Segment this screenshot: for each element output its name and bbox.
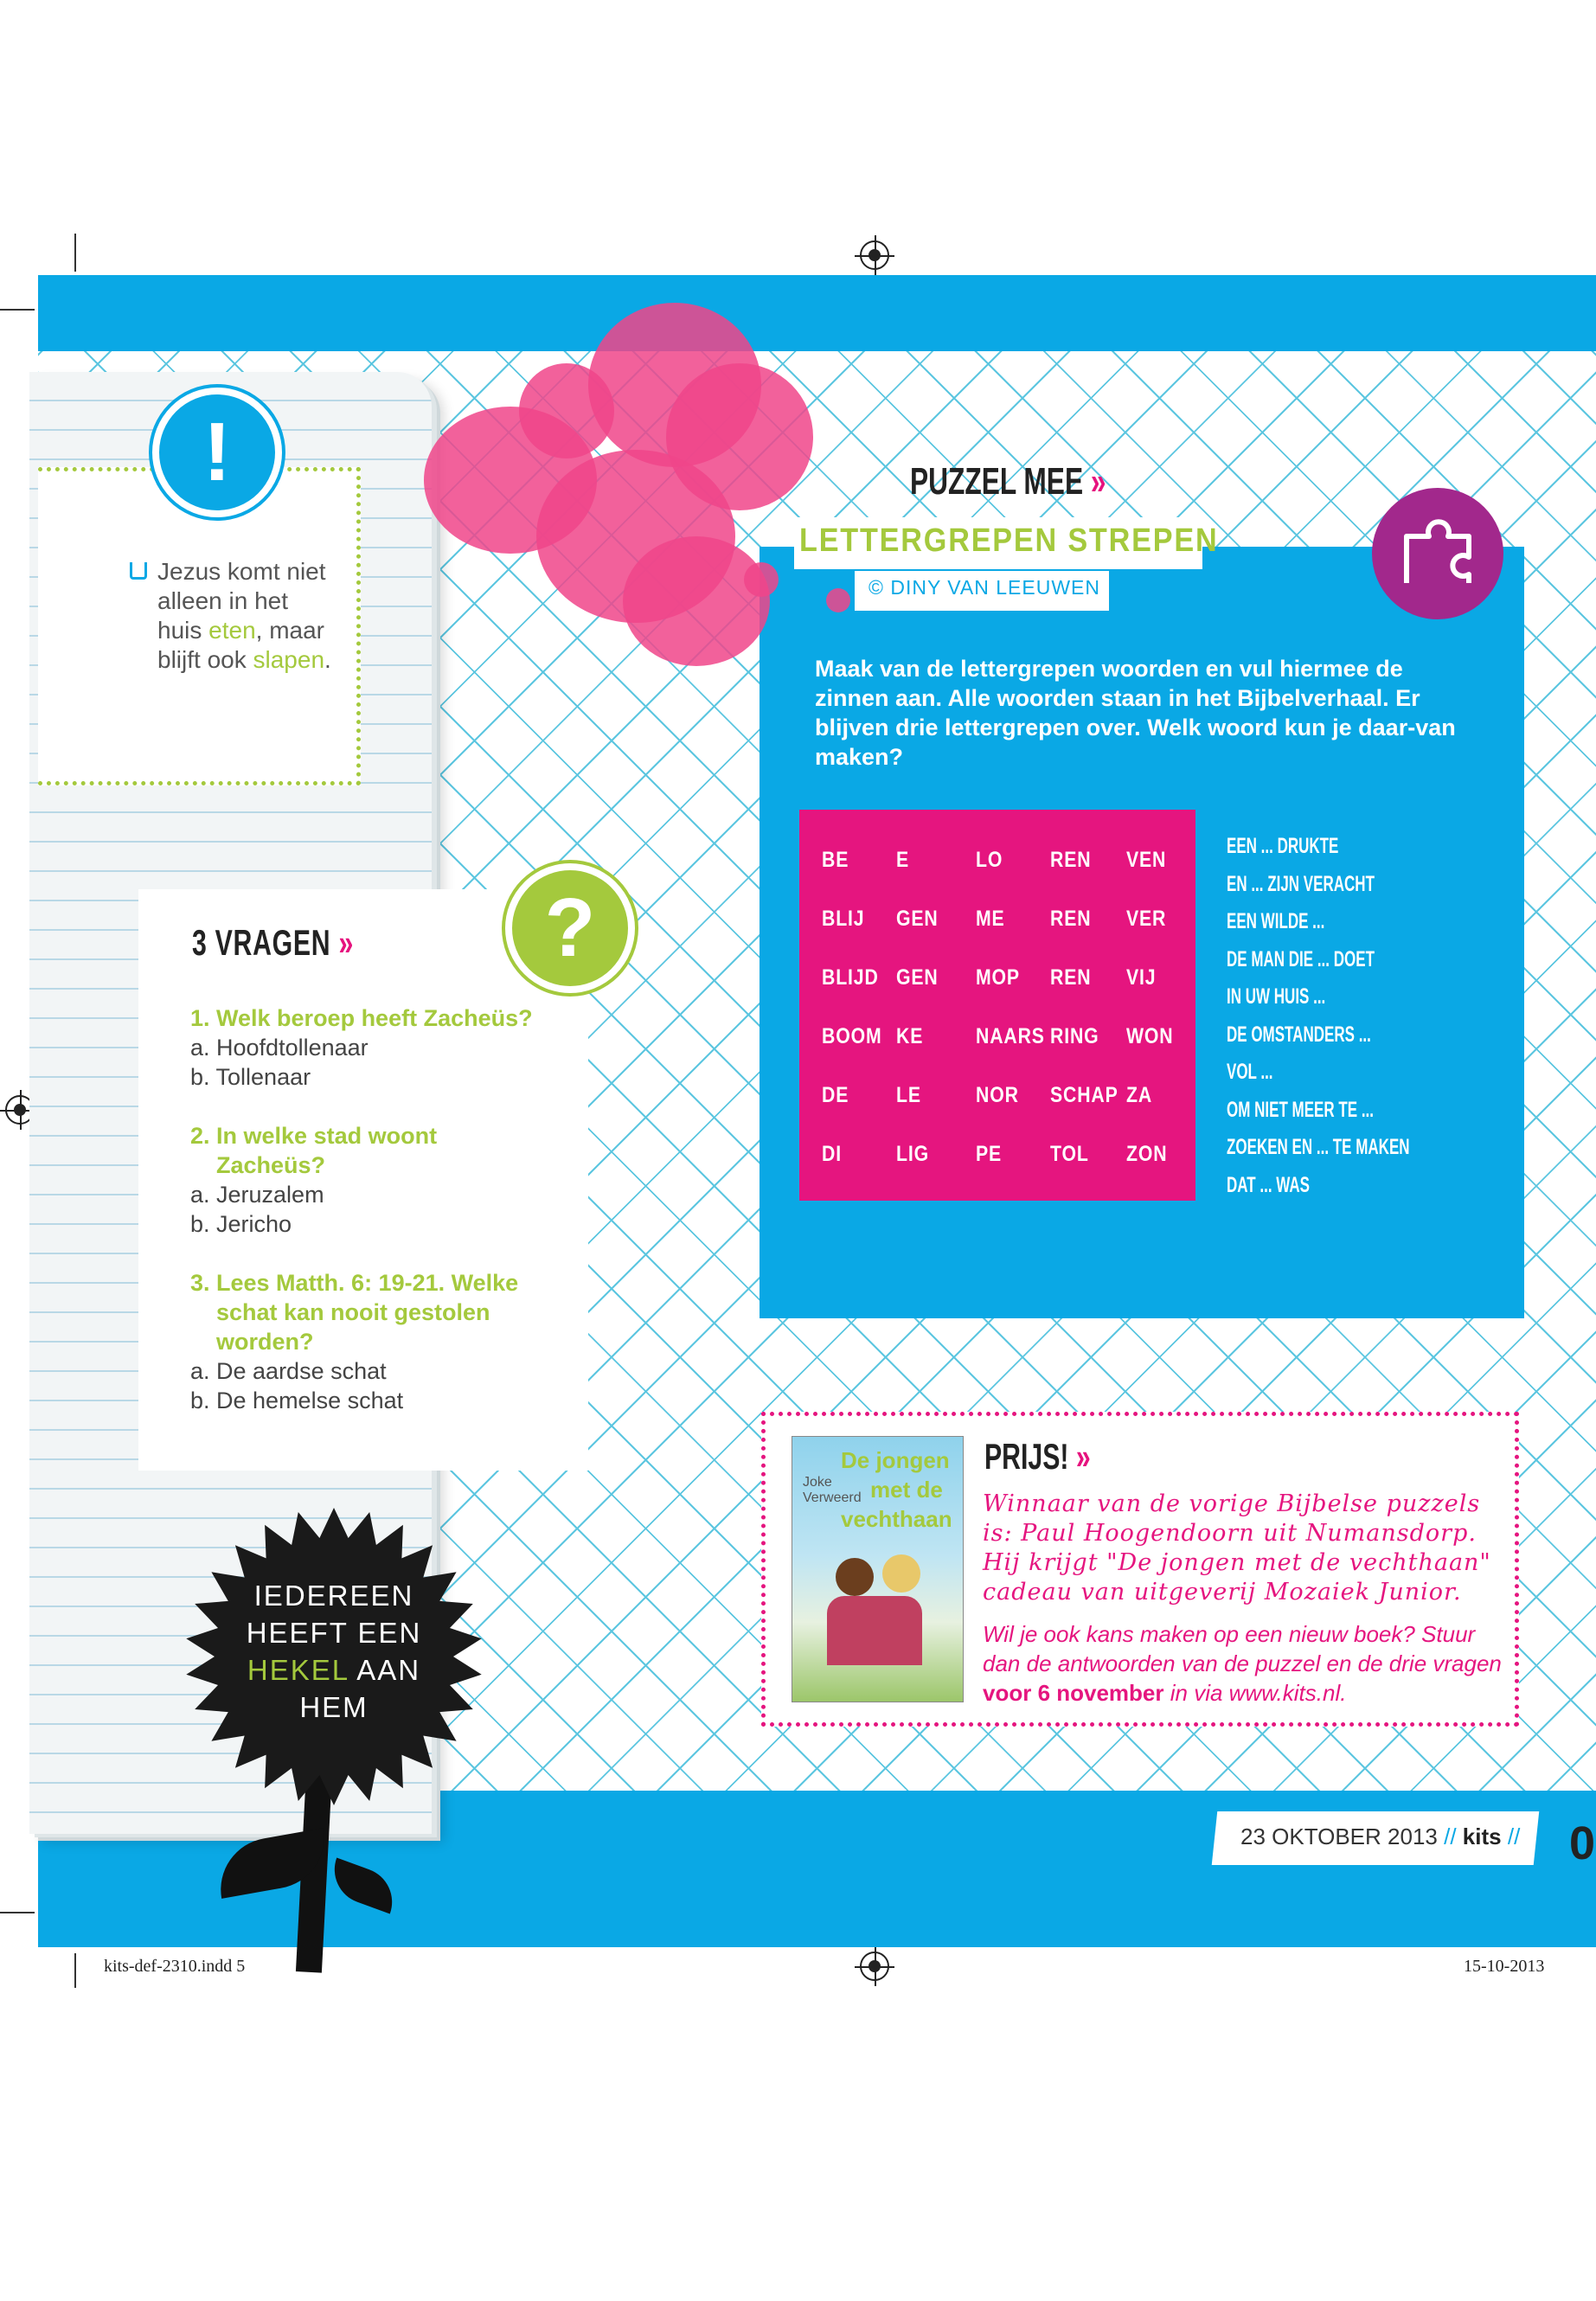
book-cover	[792, 1436, 964, 1702]
book-illustration-body	[827, 1596, 922, 1665]
question-3-line2: schat kan nooit gestolen	[216, 1299, 490, 1325]
syllable-cell: VEN	[1126, 848, 1167, 872]
crop-mark	[0, 1912, 35, 1913]
book-title-3: vechthaan	[841, 1506, 952, 1532]
question-2	[190, 1121, 571, 1239]
crop-mark	[74, 1953, 76, 1988]
question-3-option-a: a. De aardse schat	[190, 1358, 387, 1384]
question-2-line2: Zacheüs?	[216, 1152, 326, 1178]
burst-text	[180, 1577, 488, 1726]
bullet-icon	[130, 562, 147, 580]
syllable-cell: VIJ	[1126, 965, 1157, 990]
question-mark-icon: ?	[505, 863, 635, 993]
question-3	[190, 1268, 571, 1415]
burst-line-3	[180, 1651, 488, 1689]
syllable-cell: KE	[896, 1024, 924, 1048]
book-title-2: met de	[870, 1477, 943, 1503]
syllable-cell: GEN	[896, 965, 939, 990]
starburst	[180, 1505, 488, 1808]
burst-word-hekel: HEKEL	[247, 1654, 349, 1686]
syllable-cell: NOR	[976, 1083, 1019, 1107]
syllable-cell: REN	[1050, 965, 1092, 990]
slug-file: kits-def-2310.indd 5	[104, 1957, 246, 1976]
footer-slashes: //	[1507, 1823, 1521, 1849]
question-1-text: 1. Welk beroep heeft Zacheüs?	[190, 1005, 533, 1031]
syllable-cell: REN	[1050, 848, 1092, 872]
syllable-cell: DE	[822, 1083, 849, 1107]
paint-splash	[744, 562, 779, 597]
question-3-line1: 3. Lees Matth. 6: 19-21. Welke	[190, 1270, 519, 1296]
question-1	[190, 1003, 571, 1092]
note-text-3: .	[324, 646, 331, 673]
prize-info-2: in via www.kits.nl.	[1163, 1680, 1347, 1706]
syllable-grid	[799, 810, 1195, 1201]
syllable-cell: BOOM	[822, 1024, 882, 1048]
question-2-option-a: a. Jeruzalem	[190, 1182, 324, 1208]
prize-info-1: Wil je ook kans maken op een nieuw boek? Stuur dan de antwoorden van de puzzel en de drie vragen	[983, 1621, 1502, 1676]
registration-mark-icon	[860, 240, 889, 270]
clue-item: EN ... ZIJN VERACHT	[1227, 871, 1375, 896]
note-text-1: Jezus komt niet alleen in het huis	[157, 558, 326, 644]
note-word-slapen: slapen	[253, 646, 325, 673]
note-text-2: , maar blijft ook	[157, 617, 325, 673]
syllable-cell: ZON	[1126, 1142, 1168, 1166]
questions-chevron: »	[338, 922, 355, 963]
exclamation-icon: !	[152, 388, 282, 517]
book-author-2: Verweerd	[803, 1490, 862, 1505]
syllable-cell: BLIJD	[822, 965, 879, 990]
burst-line-4: HEM	[299, 1691, 369, 1723]
prize-info-deadline: voor 6 november	[983, 1680, 1164, 1706]
syllable-cell: E	[896, 848, 910, 872]
question-1-option-a: a. Hoofdtollenaar	[190, 1035, 369, 1061]
paint-splash	[623, 536, 770, 666]
footer-brand: kits	[1462, 1823, 1502, 1849]
book-illustration-boy	[836, 1558, 874, 1596]
burst-line-2: HEEFT EEN	[246, 1617, 422, 1649]
slug-date: 15-10-2013	[1464, 1957, 1545, 1976]
book-illustration-girl	[882, 1554, 920, 1593]
syllable-cell: VER	[1126, 907, 1167, 931]
syllable-cell: GEN	[896, 907, 939, 931]
crop-mark	[0, 309, 35, 311]
clue-item: EEN ... DRUKTE	[1227, 834, 1339, 858]
prize-chevron: »	[1075, 1436, 1091, 1477]
clue-item: EEN WILDE ...	[1227, 909, 1325, 933]
clue-item: VOL ...	[1227, 1060, 1273, 1084]
prize-info	[983, 1619, 1502, 1708]
clue-item: IN UW HUIS ...	[1227, 984, 1326, 1009]
burst-line-3-rest: AAN	[348, 1654, 421, 1686]
syllable-cell: MOP	[976, 965, 1020, 990]
footer-slashes: //	[1444, 1823, 1457, 1849]
paint-splash	[826, 588, 850, 612]
syllable-cell: PE	[976, 1142, 1003, 1166]
prize-title-text: PRIJS!	[984, 1436, 1069, 1477]
puzzle-title-text: PUZZEL MEE	[910, 460, 1084, 503]
crop-mark	[74, 234, 76, 272]
puzzle-subtitle: LETTERGREPEN STREPEN	[799, 522, 1219, 559]
syllable-cell: SCHAP	[1050, 1083, 1118, 1107]
clue-item: DE MAN DIE ... DOET	[1227, 946, 1375, 971]
puzzle-piece-icon	[1372, 488, 1503, 619]
note-text	[157, 557, 339, 675]
syllable-cell: ZA	[1126, 1083, 1153, 1107]
book-author-1: Joke	[803, 1475, 832, 1490]
questions-title-text: 3 VRAGEN	[192, 922, 331, 963]
question-3-text	[190, 1268, 571, 1356]
page-number: 0	[1569, 1817, 1596, 1869]
syllable-cell: ME	[976, 907, 1005, 931]
syllable-cell: RING	[1050, 1024, 1099, 1048]
paint-splash	[519, 363, 614, 458]
syllable-cell: REN	[1050, 907, 1092, 931]
question-1-option-b: b. Tollenaar	[190, 1064, 311, 1090]
note-word-eten: eten	[208, 617, 256, 644]
question-2-line1: 2. In welke stad woont	[190, 1123, 438, 1149]
registration-mark-icon	[860, 1952, 889, 1981]
syllable-cell: BLIJ	[822, 907, 865, 931]
questions-title	[192, 922, 354, 964]
syllable-cell: BE	[822, 848, 849, 872]
footer-date-text: 23 OKTOBER 2013	[1240, 1823, 1438, 1849]
question-3-line3: worden?	[216, 1329, 314, 1355]
burst-line-1: IEDEREEN	[253, 1580, 414, 1612]
clue-item: DE OMSTANDERS ...	[1227, 1022, 1371, 1047]
syllable-cell: NAARS	[976, 1024, 1045, 1048]
puzzle-title	[910, 460, 1106, 503]
syllable-cell: LIG	[896, 1142, 929, 1166]
syllable-cell: TOL	[1050, 1142, 1089, 1166]
syllable-cell: WON	[1126, 1024, 1174, 1048]
question-3-option-b: b. De hemelse schat	[190, 1388, 404, 1413]
syllable-cell: DI	[822, 1142, 842, 1166]
puzzle-chevron: »	[1090, 460, 1106, 503]
clue-item: ZOEKEN EN ... TE MAKEN	[1227, 1135, 1410, 1159]
clue-item: OM NIET MEER TE ...	[1227, 1097, 1375, 1122]
footer-date	[1240, 1823, 1520, 1850]
syllable-cell: LE	[896, 1083, 921, 1107]
question-2-option-b: b. Jericho	[190, 1211, 292, 1237]
top-band	[38, 275, 1596, 351]
syllable-cell: LO	[976, 848, 1003, 872]
puzzle-piece-glyph	[1372, 488, 1503, 619]
puzzle-instructions: Maak van de lettergrepen woorden en vul hiermee de zinnen aan. Alle woorden staan in het Bijbelverhaal. Er blijven drie lettergrepen over. Welk woord kun je daar-van maken?	[815, 656, 1456, 770]
book-title-1: De jongen	[841, 1447, 950, 1473]
puzzle-credit: © DINY VAN LEEUWEN	[869, 576, 1100, 599]
prize-winner: Winnaar van de vorige Bijbelse puzzels is: Paul Hoogendoorn uit Numansdorp. Hij krijgt "De jongen met de vechthaan" cadeau van uitgeverij Mozaiek Junior.	[983, 1490, 1491, 1606]
clue-item: DAT ... WAS	[1227, 1172, 1311, 1197]
prize-title	[984, 1436, 1091, 1477]
question-2-text	[190, 1121, 571, 1180]
